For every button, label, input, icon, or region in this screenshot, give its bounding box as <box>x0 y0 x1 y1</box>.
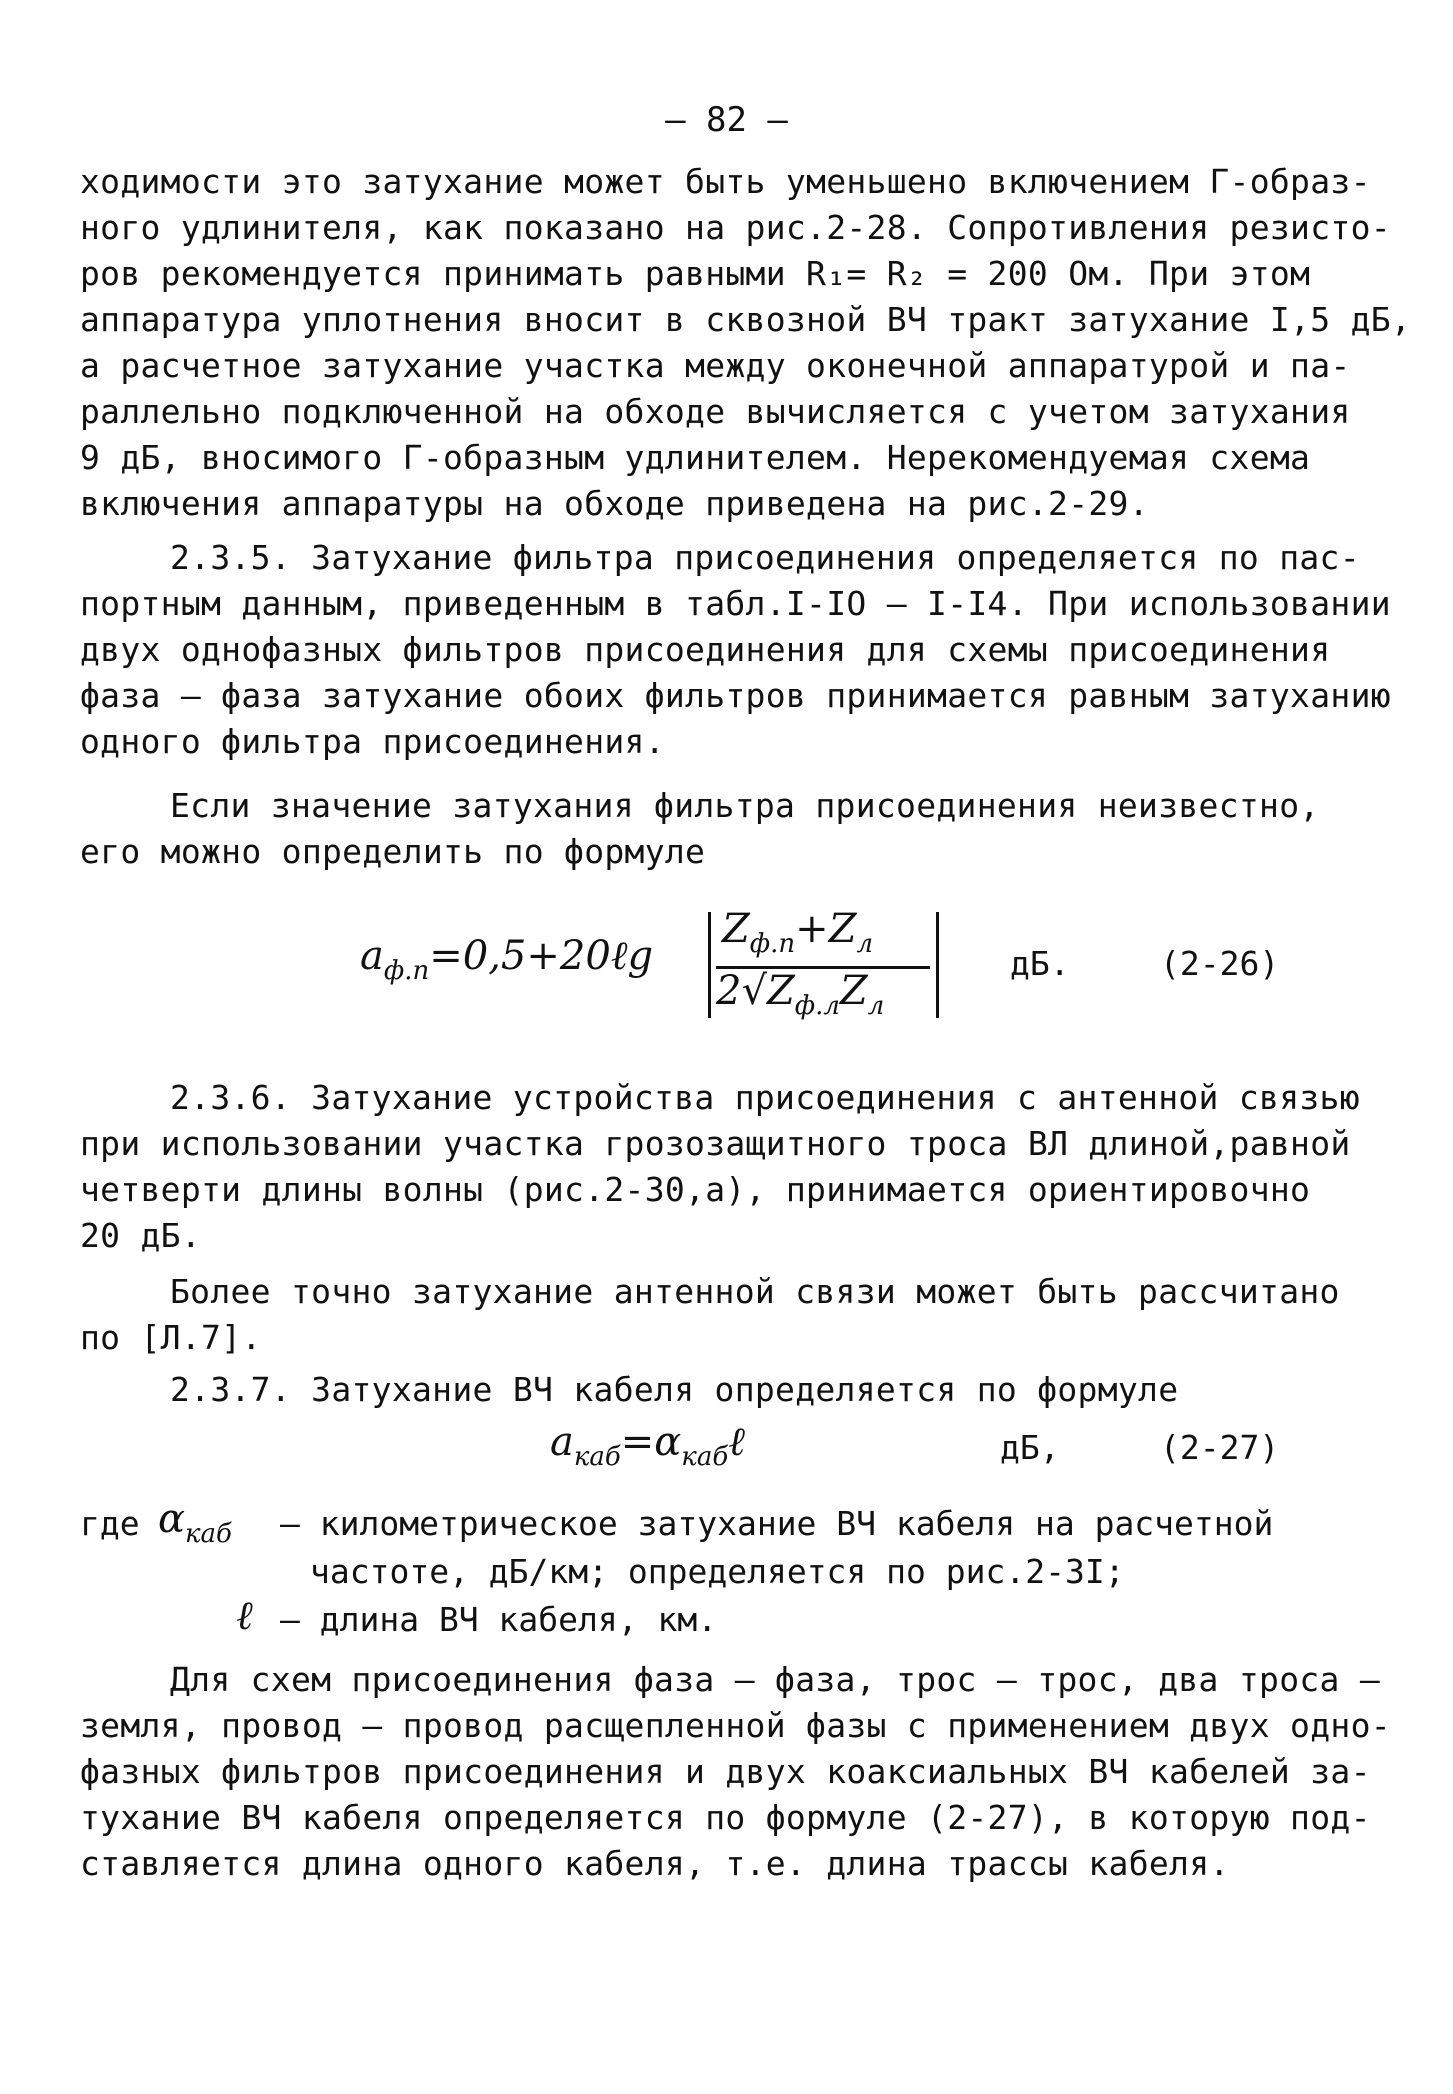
text-line: Более точно затухание антенной связи может быть расcчитано <box>170 1272 1340 1311</box>
text-line: портным данным, приведенным в табл.I-IO – I-I4. При использовании <box>80 584 1391 623</box>
formula-unit: дБ, <box>1000 1428 1060 1467</box>
text-line: фаза – фаза затухание обоих фильтров принимается равным затуханию <box>80 676 1391 715</box>
definition-line: – длина ВЧ кабеля, км. <box>280 1600 718 1639</box>
text-line: ров рекомендуется принимать равными R₁= R₂ = 200 Ом. При этом <box>80 254 1311 293</box>
section-2-3-7-line: 2.3.7. Затухание ВЧ кабеля определяется по формуле <box>170 1370 1179 1409</box>
text-line: а расчетное затухание участка между оконечной аппаратурой и па- <box>80 346 1351 385</box>
abs-bar-right <box>936 912 939 1018</box>
formula-number: (2-27) <box>1160 1428 1280 1467</box>
text-line: аппаратура уплотнения вносит в сквозной ВЧ тракт затухание I,5 дБ, <box>80 300 1412 339</box>
text-line: включения аппаратуры на обходе приведена на рис.2-29. <box>80 484 1149 523</box>
where-word: где <box>80 1504 140 1543</box>
text-line: одного фильтра присоединения. <box>80 722 665 761</box>
symbol-alpha-kab: $\alpha_{каб}$ <box>158 1496 232 1549</box>
text-line: 20 дБ. <box>80 1216 202 1255</box>
text-line: по [Л.7]. <box>80 1318 262 1357</box>
text-line: четверти длины волны (рис.2-30,a), принимается ориентировочно <box>80 1170 1311 1209</box>
text-line: фазных фильтров присоединения и двух коаксиальных ВЧ кабелей за- <box>80 1752 1371 1791</box>
text-line: при использовании участка грозозащитного троса ВЛ длиной,равной <box>80 1124 1351 1163</box>
text-line: ного удлинителя, как показано на рис.2-28. Сопротивления резисто- <box>80 208 1391 247</box>
text-line: 9 дБ, вносимого Г-образным удлинителем. Нерекомендуемая схема <box>80 438 1311 477</box>
section-2-3-5-line: 2.3.5. Затухание фильтра присоединения определяется по пас- <box>170 538 1360 577</box>
text-line: Для схем присоединения фаза – фаза, трос – трос, два троса – <box>170 1660 1381 1699</box>
page-number: – 82 – <box>665 100 788 140</box>
symbol-l: ℓ <box>236 1593 253 1639</box>
formula-denominator: $2√Z_{ф.л}Z_л$ <box>716 968 885 1021</box>
text-line: Если значение затухания фильтра присоединения неизвестно, <box>170 786 1320 825</box>
text-line: двух однофазных фильтров присоединения для схемы присоединения <box>80 630 1331 669</box>
formula-lhs: $a_{ф.п}=0,5+20\ell g$ <box>360 933 654 986</box>
text-line: земля, провод – провод расщепленной фазы с применением двух одно- <box>80 1706 1391 1745</box>
text-line: его можно определить по формуле <box>80 832 706 871</box>
formula-expression: $a_{каб}=\alpha_{каб}\ell$ <box>550 1419 745 1472</box>
definition-line: – километрическое затухание ВЧ кабеля на расчетной <box>280 1504 1274 1543</box>
text-line: ставляется длина одного кабеля, т.е. длина трассы кабеля. <box>80 1844 1230 1883</box>
text-line: ходимости это затухание может быть уменьшено включением Г-образ- <box>80 162 1371 201</box>
formula-unit: дБ. <box>1010 944 1070 983</box>
text-line: тухание ВЧ кабеля определяется по формуле (2-27), в которую под- <box>80 1798 1371 1837</box>
abs-bar-left <box>708 912 711 1018</box>
section-2-3-6-line: 2.3.6. Затухание устройства присоединения с антенной связью <box>170 1078 1360 1117</box>
formula-numerator: $Z_{ф.п}+Z_л$ <box>722 906 874 959</box>
formula-number: (2-26) <box>1160 944 1280 983</box>
text-line: раллельно подключенной на обходе вычисляется с учетом затухания <box>80 392 1351 431</box>
definition-line: частоте, дБ/км; определяется по рис.2-3I; <box>310 1552 1125 1591</box>
